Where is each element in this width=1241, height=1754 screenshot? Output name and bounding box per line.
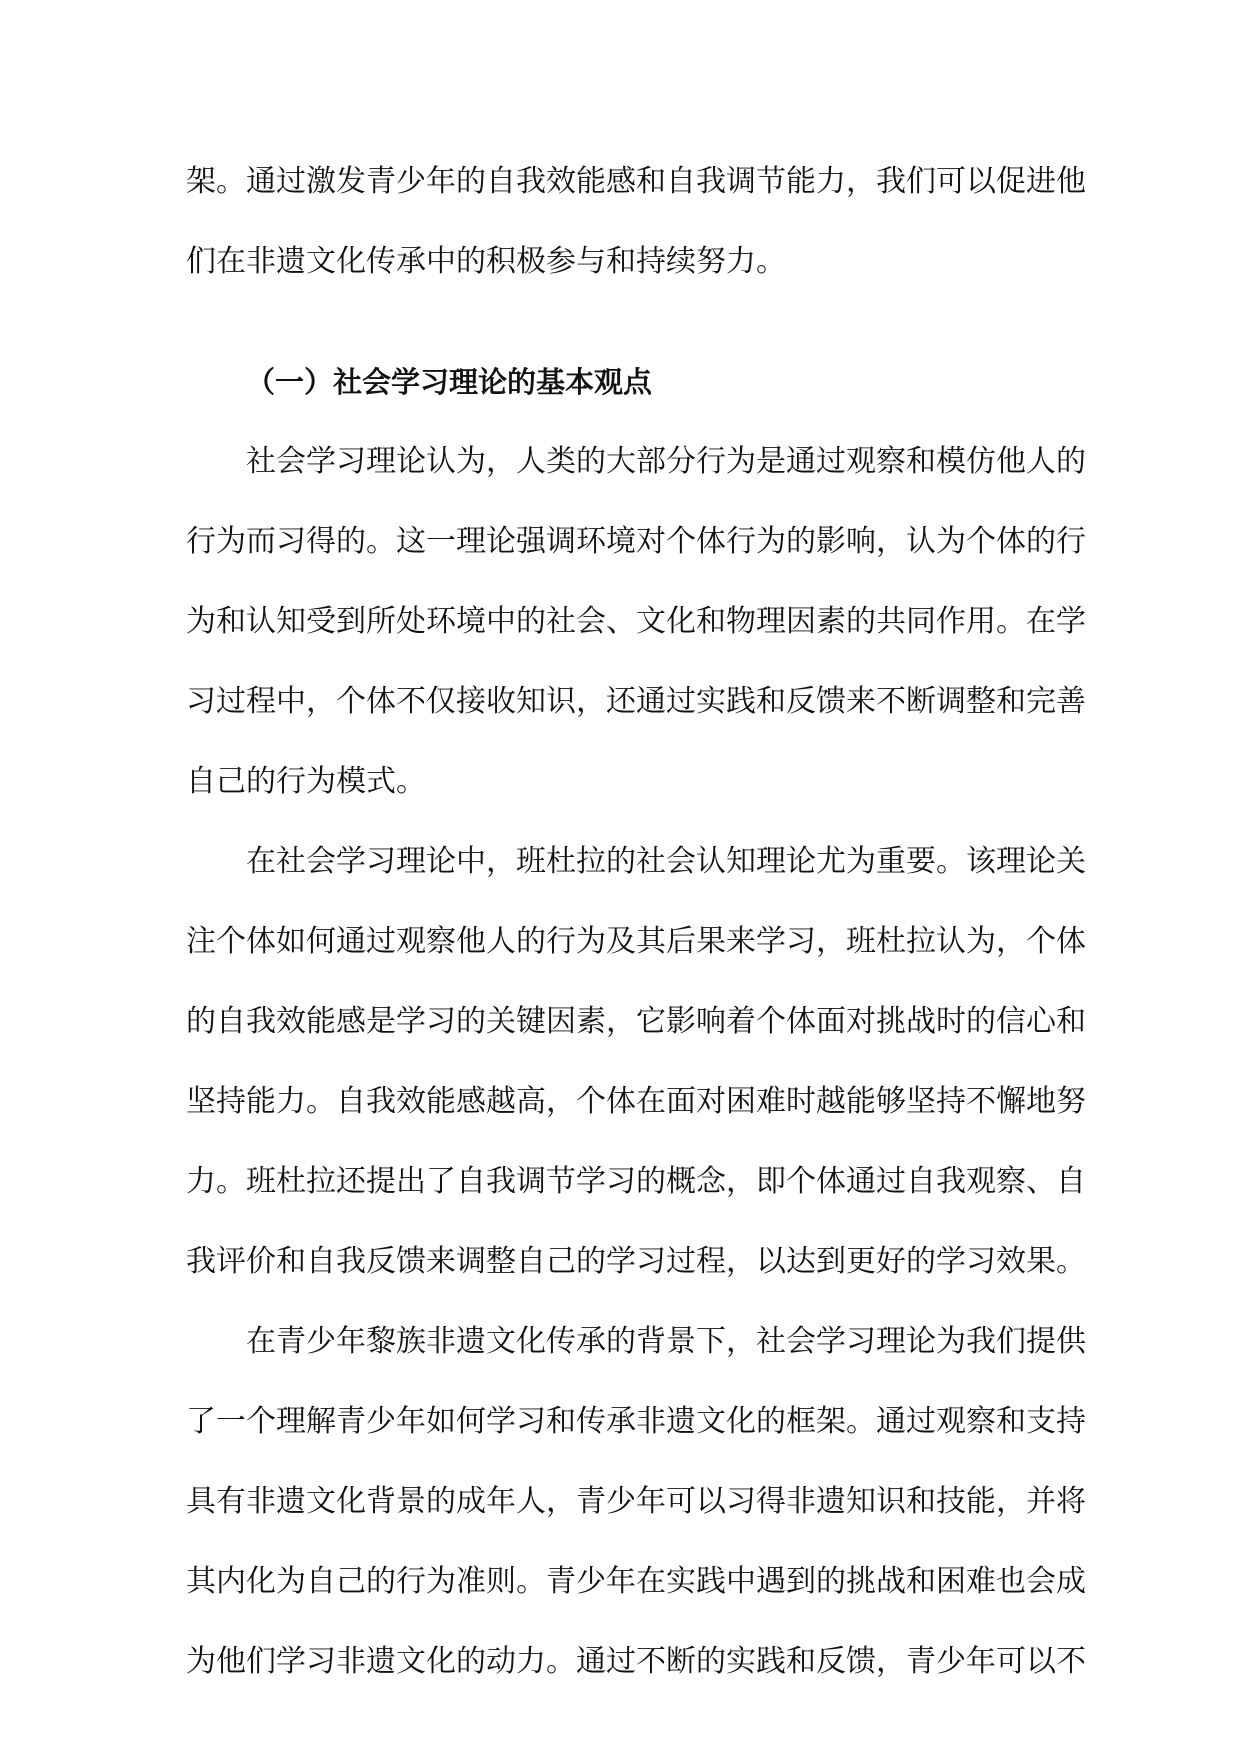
text-line: 在社会学习理论中，班杜拉的社会认知理论尤为重要。该理论关 (246, 844, 1086, 879)
text-line: 们在非遗文化传承中的积极参与和持续努力。 (186, 244, 786, 279)
text-line: 习过程中，个体不仅接收知识，还通过实践和反馈来不断调整和完善 (186, 684, 1086, 719)
text-line: 在青少年黎族非遗文化传承的背景下，社会学习理论为我们提供 (246, 1324, 1086, 1359)
text-line: 其内化为自己的行为准则。青少年在实践中遇到的挑战和困难也会成 (186, 1564, 1086, 1599)
section-heading: （一）社会学习理论的基本观点 (246, 365, 653, 399)
text-line: 注个体如何通过观察他人的行为及其后果来学习，班杜拉认为，个体 (186, 924, 1086, 959)
text-line: 为和认知受到所处环境中的社会、文化和物理因素的共同作用。在学 (186, 604, 1086, 639)
paragraph-2 (186, 822, 1086, 1302)
text-line: 自己的行为模式。 (186, 764, 426, 799)
text-line: 坚持能力。自我效能感越高，个体在面对困难时越能够坚持不懈地努 (186, 1084, 1086, 1119)
paragraph-1 (186, 422, 1086, 822)
spacer (186, 302, 1056, 342)
document-body (186, 142, 1086, 1702)
text-line: 架。通过激发青少年的自我效能感和自我调节能力，我们可以促进他 (186, 164, 1086, 199)
text-line: 了一个理解青少年如何学习和传承非遗文化的框架。通过观察和支持 (186, 1404, 1086, 1439)
paragraph-intro-continued (186, 142, 1086, 302)
text-line: 为他们学习非遗文化的动力。通过不断的实践和反馈，青少年可以不 (186, 1644, 1086, 1679)
paragraph-3 (186, 1302, 1086, 1702)
text-line: 力。班杜拉还提出了自我调节学习的概念，即个体通过自我观察、自 (186, 1164, 1086, 1199)
text-line: 的自我效能感是学习的关键因素，它影响着个体面对挑战时的信心和 (186, 1004, 1086, 1039)
text-line: 具有非遗文化背景的成年人，青少年可以习得非遗知识和技能，并将 (186, 1484, 1086, 1519)
text-line: 行为而习得的。这一理论强调环境对个体行为的影响，认为个体的行 (186, 524, 1086, 559)
text-line: 社会学习理论认为，人类的大部分行为是通过观察和模仿他人的 (246, 444, 1086, 479)
text-line: 我评价和自我反馈来调整自己的学习过程，以达到更好的学习效果。 (186, 1244, 1086, 1279)
